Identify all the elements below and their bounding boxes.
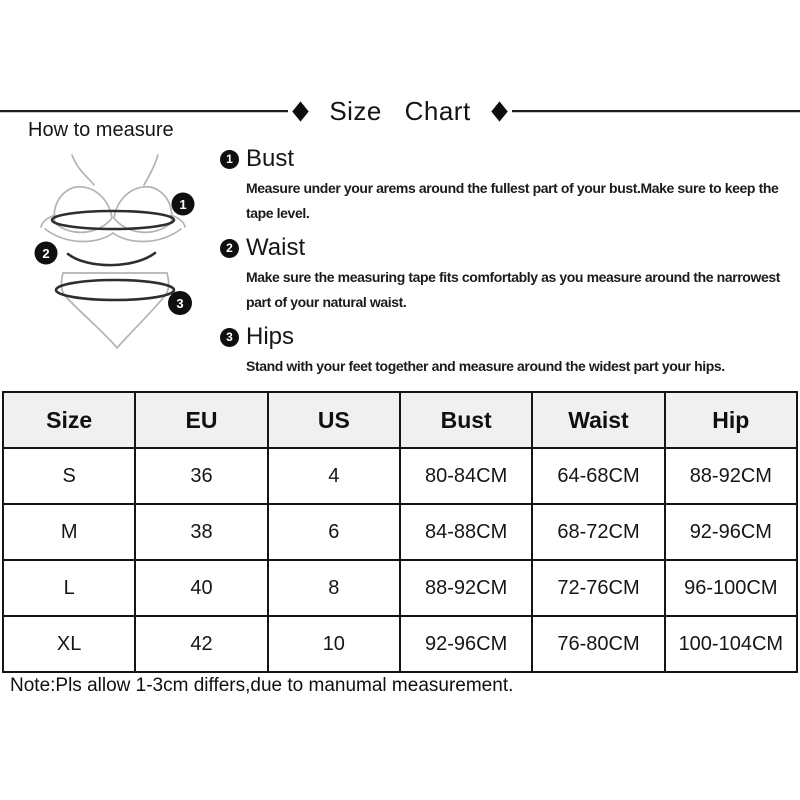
size-table-cell: 76-80CM xyxy=(532,616,664,672)
size-table-cell: 96-100CM xyxy=(665,560,797,616)
measure-item-title: Bust xyxy=(246,145,295,172)
measure-item-header xyxy=(220,323,798,351)
size-table-header-cell: Bust xyxy=(400,392,532,448)
measure-number-badge: 3 xyxy=(220,328,239,347)
measure-item-description: Stand with your feet together and measure around the widest part your hips. xyxy=(246,358,725,374)
bikini-measure-illustration xyxy=(12,145,217,357)
size-table-cell: 40 xyxy=(135,560,267,616)
illustration-badge-2 xyxy=(35,242,58,265)
size-table-cell: 64-68CM xyxy=(532,448,664,504)
under-band-left xyxy=(45,229,113,242)
size-table-cell: 38 xyxy=(135,504,267,560)
measure-item xyxy=(220,323,798,379)
size-table-row xyxy=(3,560,797,616)
size-table-row xyxy=(3,504,797,560)
page-title: Size Chart xyxy=(329,95,471,126)
how-to-measure-heading: How to measure xyxy=(28,119,174,141)
size-table-cell: 80-84CM xyxy=(400,448,532,504)
measure-item-header xyxy=(220,234,798,262)
bust-tape xyxy=(52,211,174,229)
size-table-cell: 92-96CM xyxy=(665,504,797,560)
svg-text:2: 2 xyxy=(42,246,50,261)
size-table-cell: 4 xyxy=(268,448,400,504)
size-table-header-row xyxy=(3,392,797,448)
size-table-cell: 100-104CM xyxy=(665,616,797,672)
size-table-cell: 88-92CM xyxy=(400,560,532,616)
measure-item-title: Waist xyxy=(246,234,306,261)
size-table-cell: 84-88CM xyxy=(400,504,532,560)
measure-item-header xyxy=(220,145,798,173)
strap-right xyxy=(144,155,158,185)
title-rule-left xyxy=(0,110,288,112)
measure-instructions-list xyxy=(220,145,798,387)
size-table-cell: 36 xyxy=(135,448,267,504)
size-table-head xyxy=(3,392,797,448)
size-table-cell: 68-72CM xyxy=(532,504,664,560)
measure-item xyxy=(220,234,798,315)
size-table-header-cell: US xyxy=(268,392,400,448)
size-table-cell: 42 xyxy=(135,616,267,672)
waist-tape xyxy=(68,253,155,265)
illustration-badge-3 xyxy=(168,291,192,315)
svg-text:3: 3 xyxy=(176,296,184,311)
size-table-cell: XL xyxy=(3,616,135,672)
bikini-bottom xyxy=(61,273,168,348)
size-table-cell: 6 xyxy=(268,504,400,560)
hip-tape xyxy=(56,280,174,300)
measure-item xyxy=(220,145,798,226)
size-table-cell: 72-76CM xyxy=(532,560,664,616)
size-table-cell: 8 xyxy=(268,560,400,616)
size-table-cell: M xyxy=(3,504,135,560)
measure-item-title: Hips xyxy=(246,323,295,350)
size-table-header-cell: Hip xyxy=(665,392,797,448)
illustration-badge-1 xyxy=(172,193,195,216)
size-table-cell: L xyxy=(3,560,135,616)
size-table-header-cell: Waist xyxy=(532,392,664,448)
size-table-cell: 10 xyxy=(268,616,400,672)
size-table-header-cell: Size xyxy=(3,392,135,448)
measure-item-description: Measure under your arems around the fullest part of your bust.Make sure to keep the tape level. xyxy=(246,180,779,221)
note-text: Note:Pls allow 1-3cm differs,due to manumal measurement. xyxy=(10,675,514,696)
strap-left xyxy=(72,155,94,185)
size-table-cell: 92-96CM xyxy=(400,616,532,672)
size-table xyxy=(2,391,798,673)
title-rule-right xyxy=(512,110,800,112)
size-table-body xyxy=(3,448,797,672)
under-band-right xyxy=(113,229,181,242)
measure-number-badge: 2 xyxy=(220,239,239,258)
diamond-icon-left xyxy=(293,101,309,121)
size-table-row xyxy=(3,616,797,672)
size-table-cell: S xyxy=(3,448,135,504)
size-table-cell: 88-92CM xyxy=(665,448,797,504)
size-table-header-cell: EU xyxy=(135,392,267,448)
measure-number-badge: 1 xyxy=(220,150,239,169)
measure-item-description: Make sure the measuring tape fits comfortably as you measure around the narrowest part of your natural waist. xyxy=(246,269,780,310)
svg-text:1: 1 xyxy=(179,197,187,212)
diamond-icon-right xyxy=(491,101,507,121)
size-table-row xyxy=(3,448,797,504)
